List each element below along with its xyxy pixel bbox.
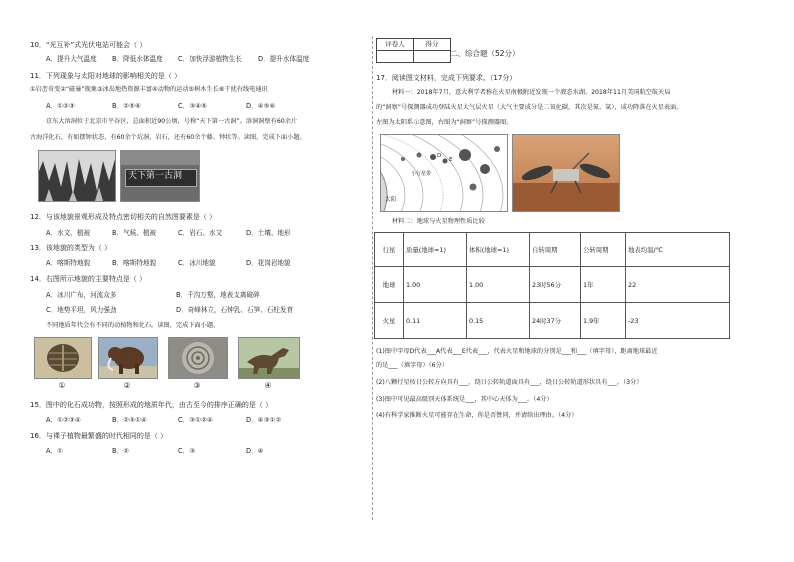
solar-system-diagram: [380, 134, 508, 212]
table-cell-earth-name: 地球: [375, 267, 404, 303]
table-cell-earth-revolution: 1年: [581, 267, 626, 303]
score-table: [376, 38, 451, 63]
q16-option-d: D．④: [246, 447, 264, 455]
score-table-grader-header: 评卷人: [377, 39, 414, 51]
table-cell-mars-mass: 0.11: [404, 303, 467, 339]
table-header-planet: 行星: [375, 233, 404, 267]
q15-option-b: B．②③①④: [112, 416, 147, 424]
material-1-line1: 材料一：2018年7月，意大利学者称在火星南极附近发现一个液态水湖。2018年11月美国航空航天局: [392, 89, 671, 96]
q12-option-a: A．水文、植被: [46, 229, 91, 237]
table-header-rotation: 自转周期: [530, 233, 581, 267]
fossil-label-2: ②: [123, 381, 131, 390]
fossil-trilobite-photo: [34, 337, 92, 379]
table-header-mass: 质量(地球=1): [404, 233, 467, 267]
sign-text: 天下第一古洞: [128, 171, 183, 181]
insight-lander-photo: [512, 134, 620, 212]
q15-option-d: D．④③①②: [246, 416, 282, 424]
table-cell-earth-temperature: 22: [626, 267, 730, 303]
fossil-label-3: ③: [193, 381, 201, 390]
table-header-revolution: 公转周期: [581, 233, 626, 267]
score-table-score-cell: [414, 51, 451, 63]
sun-label: 太阳: [385, 197, 397, 203]
question-11-stem: 11．下列现象与太阳对地球的影响相关的是（ ）: [30, 72, 182, 80]
q17-part-1-cont: 的是___（填字母）（6分）: [376, 362, 448, 369]
section-title: 二、综合题（52分）: [450, 49, 520, 58]
q11-option-b: B．②⑤⑥: [112, 102, 141, 110]
cave-sign-photo: [120, 150, 200, 202]
passage-cave-line1: 京东大溶洞位于北京市平谷区，总面积近90公顷，号称“天下第一古洞”。溶洞洞壁有60余片: [46, 118, 298, 125]
fossil-label-4: ④: [264, 381, 272, 390]
insight-lander-image: [513, 135, 619, 211]
q17-part-4: (4)有科学家推断火星可能存在生命，你是否赞同，并请给出理由。（4分）: [376, 412, 578, 419]
question-16-stem: 16．与裸子植物最繁盛的时代相同的是（ ）: [30, 432, 168, 440]
score-table-score-header: 得分: [414, 39, 451, 51]
question-12-stem: 12．与该地貌景观形成及特点密切相关的自然图要素是（ ）: [30, 213, 217, 221]
q10-option-a: A．提升大气温度: [46, 55, 97, 63]
table-cell-earth-volume: 1.00: [467, 267, 530, 303]
q12-option-d: D．土壤、地形: [246, 229, 291, 237]
table-row-mars: [375, 303, 730, 339]
material-1-line3: 左图为太阳系示意图，右图为“洞察”号探测器图。: [376, 119, 513, 126]
passage-cave-line2: 古海洋化石，有如摆钟状态，有60余个坑洞、岩石，还有60余个藤、钟状等。读图，完成下面小题。: [30, 134, 306, 141]
q12-option-b: B．气候、植被: [112, 229, 157, 237]
question-17-stem: 17．阅读图文材料，完成下列要求。（17分）: [376, 74, 517, 82]
q14-option-a: A．冰川广布，河流众多: [46, 291, 117, 299]
q14-option-d: D．奇峰林立，石钟乳、石笋、石柱发育: [176, 306, 294, 314]
q11-option-c: C．③④⑤: [178, 102, 207, 110]
table-row-earth: [375, 267, 730, 303]
q15-option-c: C．③①②④: [178, 416, 213, 424]
table-cell-mars-revolution: 1.9年: [581, 303, 626, 339]
column-divider: [372, 36, 373, 520]
q16-option-a: A．①: [46, 447, 64, 455]
passage-fossils: 不同地质年代会有不同的动植物和化石。读图，完成下面小题。: [46, 322, 220, 329]
mammoth-image: [99, 338, 157, 378]
q14-option-c: C．地势平坦，风力强劲: [46, 306, 117, 314]
question-14-stem: 14．右图所示地貌的主要特点是（ ）: [30, 275, 147, 283]
table-cell-earth-rotation: 23时56分: [530, 267, 581, 303]
stalactite-image: [39, 151, 115, 201]
table-cell-mars-temperature: -23: [626, 303, 730, 339]
planet-e-label: E: [449, 157, 453, 163]
table-header-temperature: 地表均温/℃: [626, 233, 730, 267]
q14-option-b: B．千沟万壑，地表支离破碎: [176, 291, 260, 299]
cave-ceiling: [121, 151, 199, 165]
q13-option-c: C．冰川地貌: [178, 259, 216, 267]
planet-comparison-table: [374, 232, 730, 339]
q17-part-1: (1)图中字母D代表___A代表___E代表___，代表火星和地球的分别是___和___（填字母），距离地球最近: [376, 348, 658, 355]
asteroid-belt-label: 小行星带: [411, 171, 432, 177]
question-11-items: ①岩峦奇变②“磁暴”现象③冰岛地热资源丰富④动物的运动⑤树木生长⑥干扰有线电通讯: [30, 86, 268, 93]
fossil-mammoth-photo: [98, 337, 158, 379]
solar-system-svg: [381, 135, 507, 211]
material-2-title: 材料二：地球与火星物理性质比较: [392, 218, 485, 225]
q11-option-a: A．①②③: [46, 102, 75, 110]
table-cell-mars-rotation: 24时37分: [530, 303, 581, 339]
q16-option-b: B．②: [112, 447, 130, 455]
q10-option-b: B．降低水体温度: [112, 55, 163, 63]
table-header-volume: 体积(地球=1): [467, 233, 530, 267]
material-1-line2: 的“洞察”号探测器成功登陆火星大气层火星（大气主要成分是二氧化碳，其次是氮、氩），成功降落在火星表面。: [376, 104, 683, 111]
q17-part-3: (3)图中可见最高级别天体系统是___，其中心天体为___。（4分）: [376, 396, 553, 403]
question-15-stem: 15．图中的化石成功物，按照形成的地质年代，由古至今的排序正确的是（ ）: [30, 401, 273, 409]
table-cell-mars-name: 火星: [375, 303, 404, 339]
dinosaur-image: [239, 338, 299, 378]
q15-option-a: A．①②③④: [46, 416, 81, 424]
ammonite-image: [169, 338, 227, 378]
fossil-label-1: ①: [58, 381, 66, 390]
fossil-dinosaur-photo: [238, 337, 300, 379]
q11-option-d: D．④⑤⑥: [246, 102, 276, 110]
score-table-grader-cell: [377, 51, 414, 63]
cave-stalactite-photo: [38, 150, 116, 202]
q13-option-d: D．花岗岩地貌: [246, 259, 291, 267]
q13-option-a: A．喀斯特地貌: [46, 259, 91, 267]
q10-option-c: C．加快浮游植物生长: [178, 55, 242, 63]
q16-option-c: C．③: [178, 447, 196, 455]
table-cell-mars-volume: 0.15: [467, 303, 530, 339]
question-13-stem: 13．该地貌的类型为（ ）: [30, 244, 112, 252]
q13-option-b: B．喀斯特地貌: [112, 259, 157, 267]
q17-part-2: (2)八颗行星按日公转方向具有___，绕日公转轨道面具有___，绕日公转轨道形状具有___。（3分）: [376, 379, 643, 386]
q10-option-d: D．提升水体温度: [258, 55, 310, 63]
trilobite-image: [35, 338, 91, 378]
q12-option-c: C．岩石、水文: [178, 229, 223, 237]
table-cell-earth-mass: 1.00: [404, 267, 467, 303]
fossil-ammonite-photo: [168, 337, 228, 379]
planet-d-label: D: [437, 153, 442, 159]
question-10-stem: 10．“光互补”式光伏电站可能会（ ）: [30, 41, 147, 49]
